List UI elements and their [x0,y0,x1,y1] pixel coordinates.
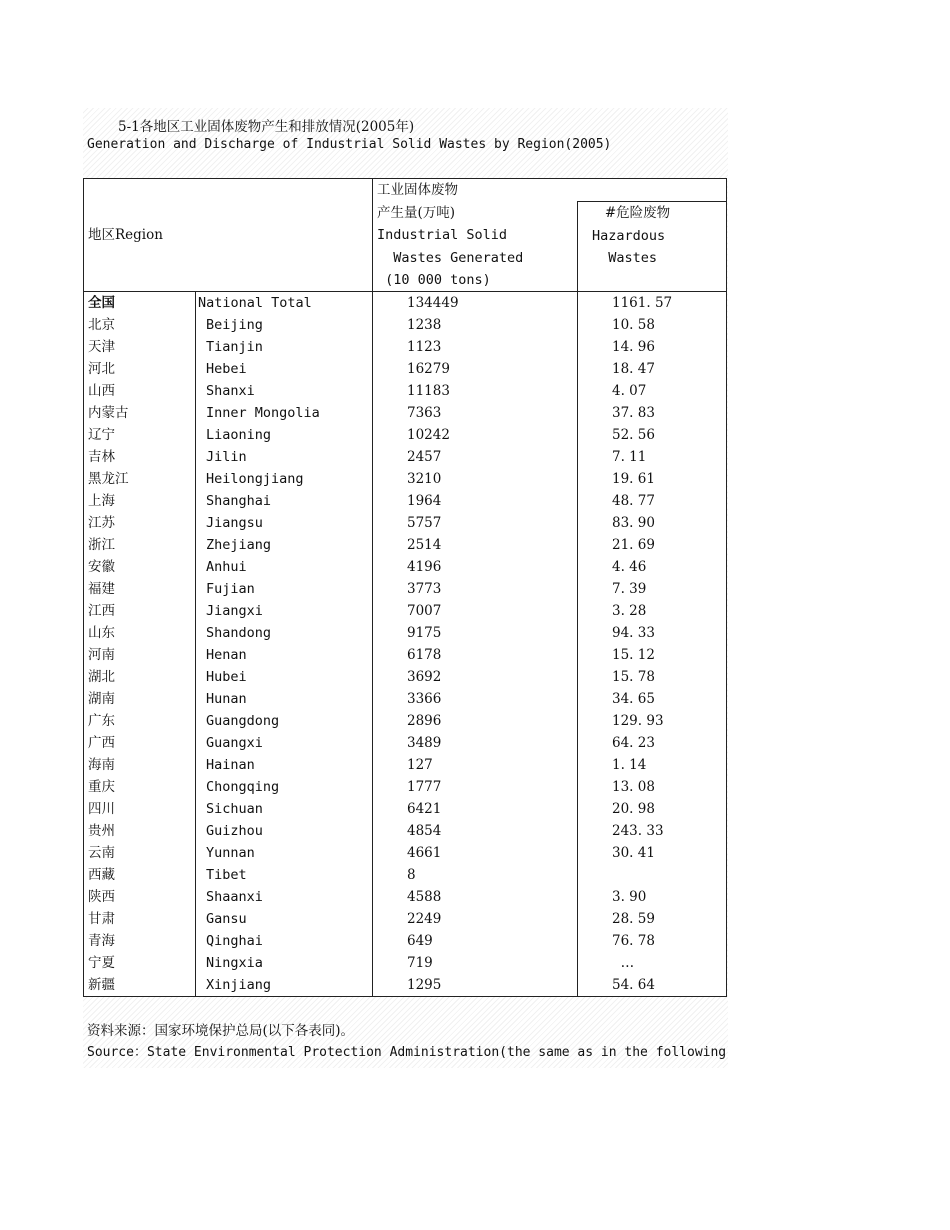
table-row [84,314,727,336]
source-note-en: Source：State Environmental Protection Administration(the same as in the following [87,1045,727,1060]
hazardous-cell: 54. 64 [578,974,727,997]
region-en-cell: Shandong [196,622,373,644]
region-en-cell: Zhejiang [196,534,373,556]
header-generated-line: 产生量(万吨) [377,204,456,221]
generated-cell: 1238 [373,314,578,336]
region-en-cell: Henan [196,644,373,666]
generated-cell: 11183 [373,380,578,402]
region-en-cell: Jiangxi [196,600,373,622]
region-en-cell: Shanghai [196,490,373,512]
table-row [84,908,727,930]
region-en-cell: Shanxi [196,380,373,402]
region-cn-cell: 青海 [84,930,196,952]
hazardous-cell: 94. 33 [578,622,727,644]
generated-cell: 7007 [373,600,578,622]
region-cn-cell: 宁夏 [84,952,196,974]
generated-cell: 6178 [373,644,578,666]
hazardous-cell: 20. 98 [578,798,727,820]
region-cn-cell: 重庆 [84,776,196,798]
generated-cell: 1777 [373,776,578,798]
table-title-cn: 5-1各地区工业固体废物产生和排放情况(2005年) [118,119,415,135]
hazardous-cell: 3. 90 [578,886,727,908]
hazardous-cell: 34. 65 [578,688,727,710]
generated-cell: 16279 [373,358,578,380]
region-cn-cell: 北京 [84,314,196,336]
table-row [84,864,727,886]
hazardous-cell: 7. 11 [578,446,727,468]
region-cn-cell: 山西 [84,380,196,402]
hazardous-cell: 83. 90 [578,512,727,534]
region-en-cell: Tibet [196,864,373,886]
generated-cell: 10242 [373,424,578,446]
region-cn-cell: 新疆 [84,974,196,997]
generated-cell: 3366 [373,688,578,710]
header-generated-line: (10 000 tons) [377,272,491,289]
region-en-cell: Qinghai [196,930,373,952]
header-region [84,179,373,292]
region-cn-cell: 湖南 [84,688,196,710]
hazardous-cell: 28. 59 [578,908,727,930]
generated-cell: 2896 [373,710,578,732]
region-cn-cell: 广东 [84,710,196,732]
region-cn-cell: 陕西 [84,886,196,908]
region-en-cell: Heilongjiang [196,468,373,490]
hazardous-cell: 15. 12 [578,644,727,666]
region-en-cell: Jiangsu [196,512,373,534]
hazardous-cell: 7. 39 [578,578,727,600]
table-row [84,380,727,402]
generated-cell: 8 [373,864,578,886]
region-cn-cell: 黑龙江 [84,468,196,490]
region-cn-cell: 贵州 [84,820,196,842]
generated-cell: 1964 [373,490,578,512]
hazardous-cell: 243. 33 [578,820,727,842]
region-en-cell: Liaoning [196,424,373,446]
region-cn-cell: 江西 [84,600,196,622]
hazardous-cell [578,864,727,886]
hazardous-cell: 48. 77 [578,490,727,512]
header-region-label: 地区Region [88,227,163,244]
region-cn-cell: 甘肃 [84,908,196,930]
table-row [84,512,727,534]
header-generated [373,202,578,292]
region-cn-cell: 山东 [84,622,196,644]
table-row [84,776,727,798]
region-cn-cell: 广西 [84,732,196,754]
table-row [84,534,727,556]
generated-cell: 1123 [373,336,578,358]
source-note-cn: 资料来源：国家环境保护总局(以下各表同)。 [87,1023,355,1039]
hazardous-cell: 64. 23 [578,732,727,754]
region-cn-cell: 江苏 [84,512,196,534]
table-row [84,622,727,644]
region-cn-cell: 河南 [84,644,196,666]
region-cn-cell: 河北 [84,358,196,380]
hazardous-cell: 19. 61 [578,468,727,490]
generated-cell: 4661 [373,842,578,864]
table-row [84,490,727,512]
region-cn-cell: 安徽 [84,556,196,578]
region-cn-cell: 福建 [84,578,196,600]
region-cn-cell: 云南 [84,842,196,864]
generated-cell: 3773 [373,578,578,600]
table-row [84,930,727,952]
table-row [84,820,727,842]
generated-cell: 649 [373,930,578,952]
table-row [84,578,727,600]
table-row [84,468,727,490]
generated-cell: 4196 [373,556,578,578]
hazardous-cell: 52. 56 [578,424,727,446]
region-en-cell: Hainan [196,754,373,776]
table-row [84,688,727,710]
region-cn-cell: 湖北 [84,666,196,688]
hazardous-cell: 4. 46 [578,556,727,578]
generated-cell: 2457 [373,446,578,468]
generated-cell: 3692 [373,666,578,688]
generated-cell: 127 [373,754,578,776]
table-row [84,732,727,754]
region-en-cell: Inner Mongolia [196,402,373,424]
region-en-cell: Chongqing [196,776,373,798]
hazardous-cell: 14. 96 [578,336,727,358]
table-row [84,402,727,424]
hazardous-cell: 3. 28 [578,600,727,622]
header-hazardous-line: #危险废物 [592,205,671,222]
hazardous-cell: 13. 08 [578,776,727,798]
hazardous-cell: 10. 58 [578,314,727,336]
generated-cell: 5757 [373,512,578,534]
generated-cell: 3210 [373,468,578,490]
region-en-cell: National Total [196,292,373,315]
region-en-cell: Yunnan [196,842,373,864]
region-en-cell: Guizhou [196,820,373,842]
header-hazardous-line: Wastes [592,250,658,267]
generated-cell: 719 [373,952,578,974]
region-en-cell: Hebei [196,358,373,380]
region-cn-cell: 上海 [84,490,196,512]
region-en-cell: Guangxi [196,732,373,754]
region-en-cell: Guangdong [196,710,373,732]
table-row [84,556,727,578]
region-en-cell: Gansu [196,908,373,930]
table-row [84,974,727,997]
table-row [84,754,727,776]
generated-cell: 2514 [373,534,578,556]
hazardous-cell: 1161. 57 [578,292,727,315]
table-row [84,644,727,666]
region-en-cell: Hunan [196,688,373,710]
table-row [84,666,727,688]
header-row-top [84,179,727,202]
hazardous-cell: … [578,952,727,974]
hazardous-cell: 129. 93 [578,710,727,732]
generated-cell: 2249 [373,908,578,930]
region-en-cell: Anhui [196,556,373,578]
data-table [83,178,727,997]
region-cn-cell: 吉林 [84,446,196,468]
hazardous-cell: 21. 69 [578,534,727,556]
region-en-cell: Beijing [196,314,373,336]
region-en-cell: Tianjin [196,336,373,358]
region-en-cell: Hubei [196,666,373,688]
header-generated-line: Industrial Solid [377,227,508,244]
generated-cell: 9175 [373,622,578,644]
table-row [84,424,727,446]
region-cn-cell: 四川 [84,798,196,820]
header-hazardous-line: Hazardous [592,227,666,244]
table-row [84,842,727,864]
region-en-cell: Jilin [196,446,373,468]
table-row [84,446,727,468]
generated-cell: 4854 [373,820,578,842]
header-group [373,179,727,202]
region-cn-cell: 海南 [84,754,196,776]
header-generated-line: Wastes Generated [377,249,524,266]
hazardous-cell: 76. 78 [578,930,727,952]
region-cn-cell: 全国 [84,292,196,315]
region-en-cell: Xinjiang [196,974,373,997]
hazardous-cell: 4. 07 [578,380,727,402]
region-cn-cell: 内蒙古 [84,402,196,424]
generated-cell: 1295 [373,974,578,997]
hazardous-cell: 18. 47 [578,358,727,380]
region-cn-cell: 辽宁 [84,424,196,446]
generated-cell: 7363 [373,402,578,424]
hazardous-cell: 30. 41 [578,842,727,864]
hazardous-cell: 1. 14 [578,754,727,776]
table-row [84,336,727,358]
region-en-cell: Shaanxi [196,886,373,908]
generated-cell: 4588 [373,886,578,908]
generated-cell: 6421 [373,798,578,820]
table-row [84,600,727,622]
table-row [84,292,727,315]
region-en-cell: Sichuan [196,798,373,820]
table-title-en: Generation and Discharge of Industrial Solid Wastes by Region(2005) [87,137,612,152]
table-row [84,358,727,380]
table-row [84,952,727,974]
table-row [84,886,727,908]
region-en-cell: Fujian [196,578,373,600]
header-hazardous [578,202,727,292]
hazardous-cell: 37. 83 [578,402,727,424]
generated-cell: 3489 [373,732,578,754]
hazardous-cell: 15. 78 [578,666,727,688]
table-row [84,798,727,820]
generated-cell: 134449 [373,292,578,315]
region-cn-cell: 天津 [84,336,196,358]
table-row [84,710,727,732]
region-cn-cell: 浙江 [84,534,196,556]
region-en-cell: Ningxia [196,952,373,974]
region-cn-cell: 西藏 [84,864,196,886]
header-group-label: 工业固体废物 [377,182,458,198]
